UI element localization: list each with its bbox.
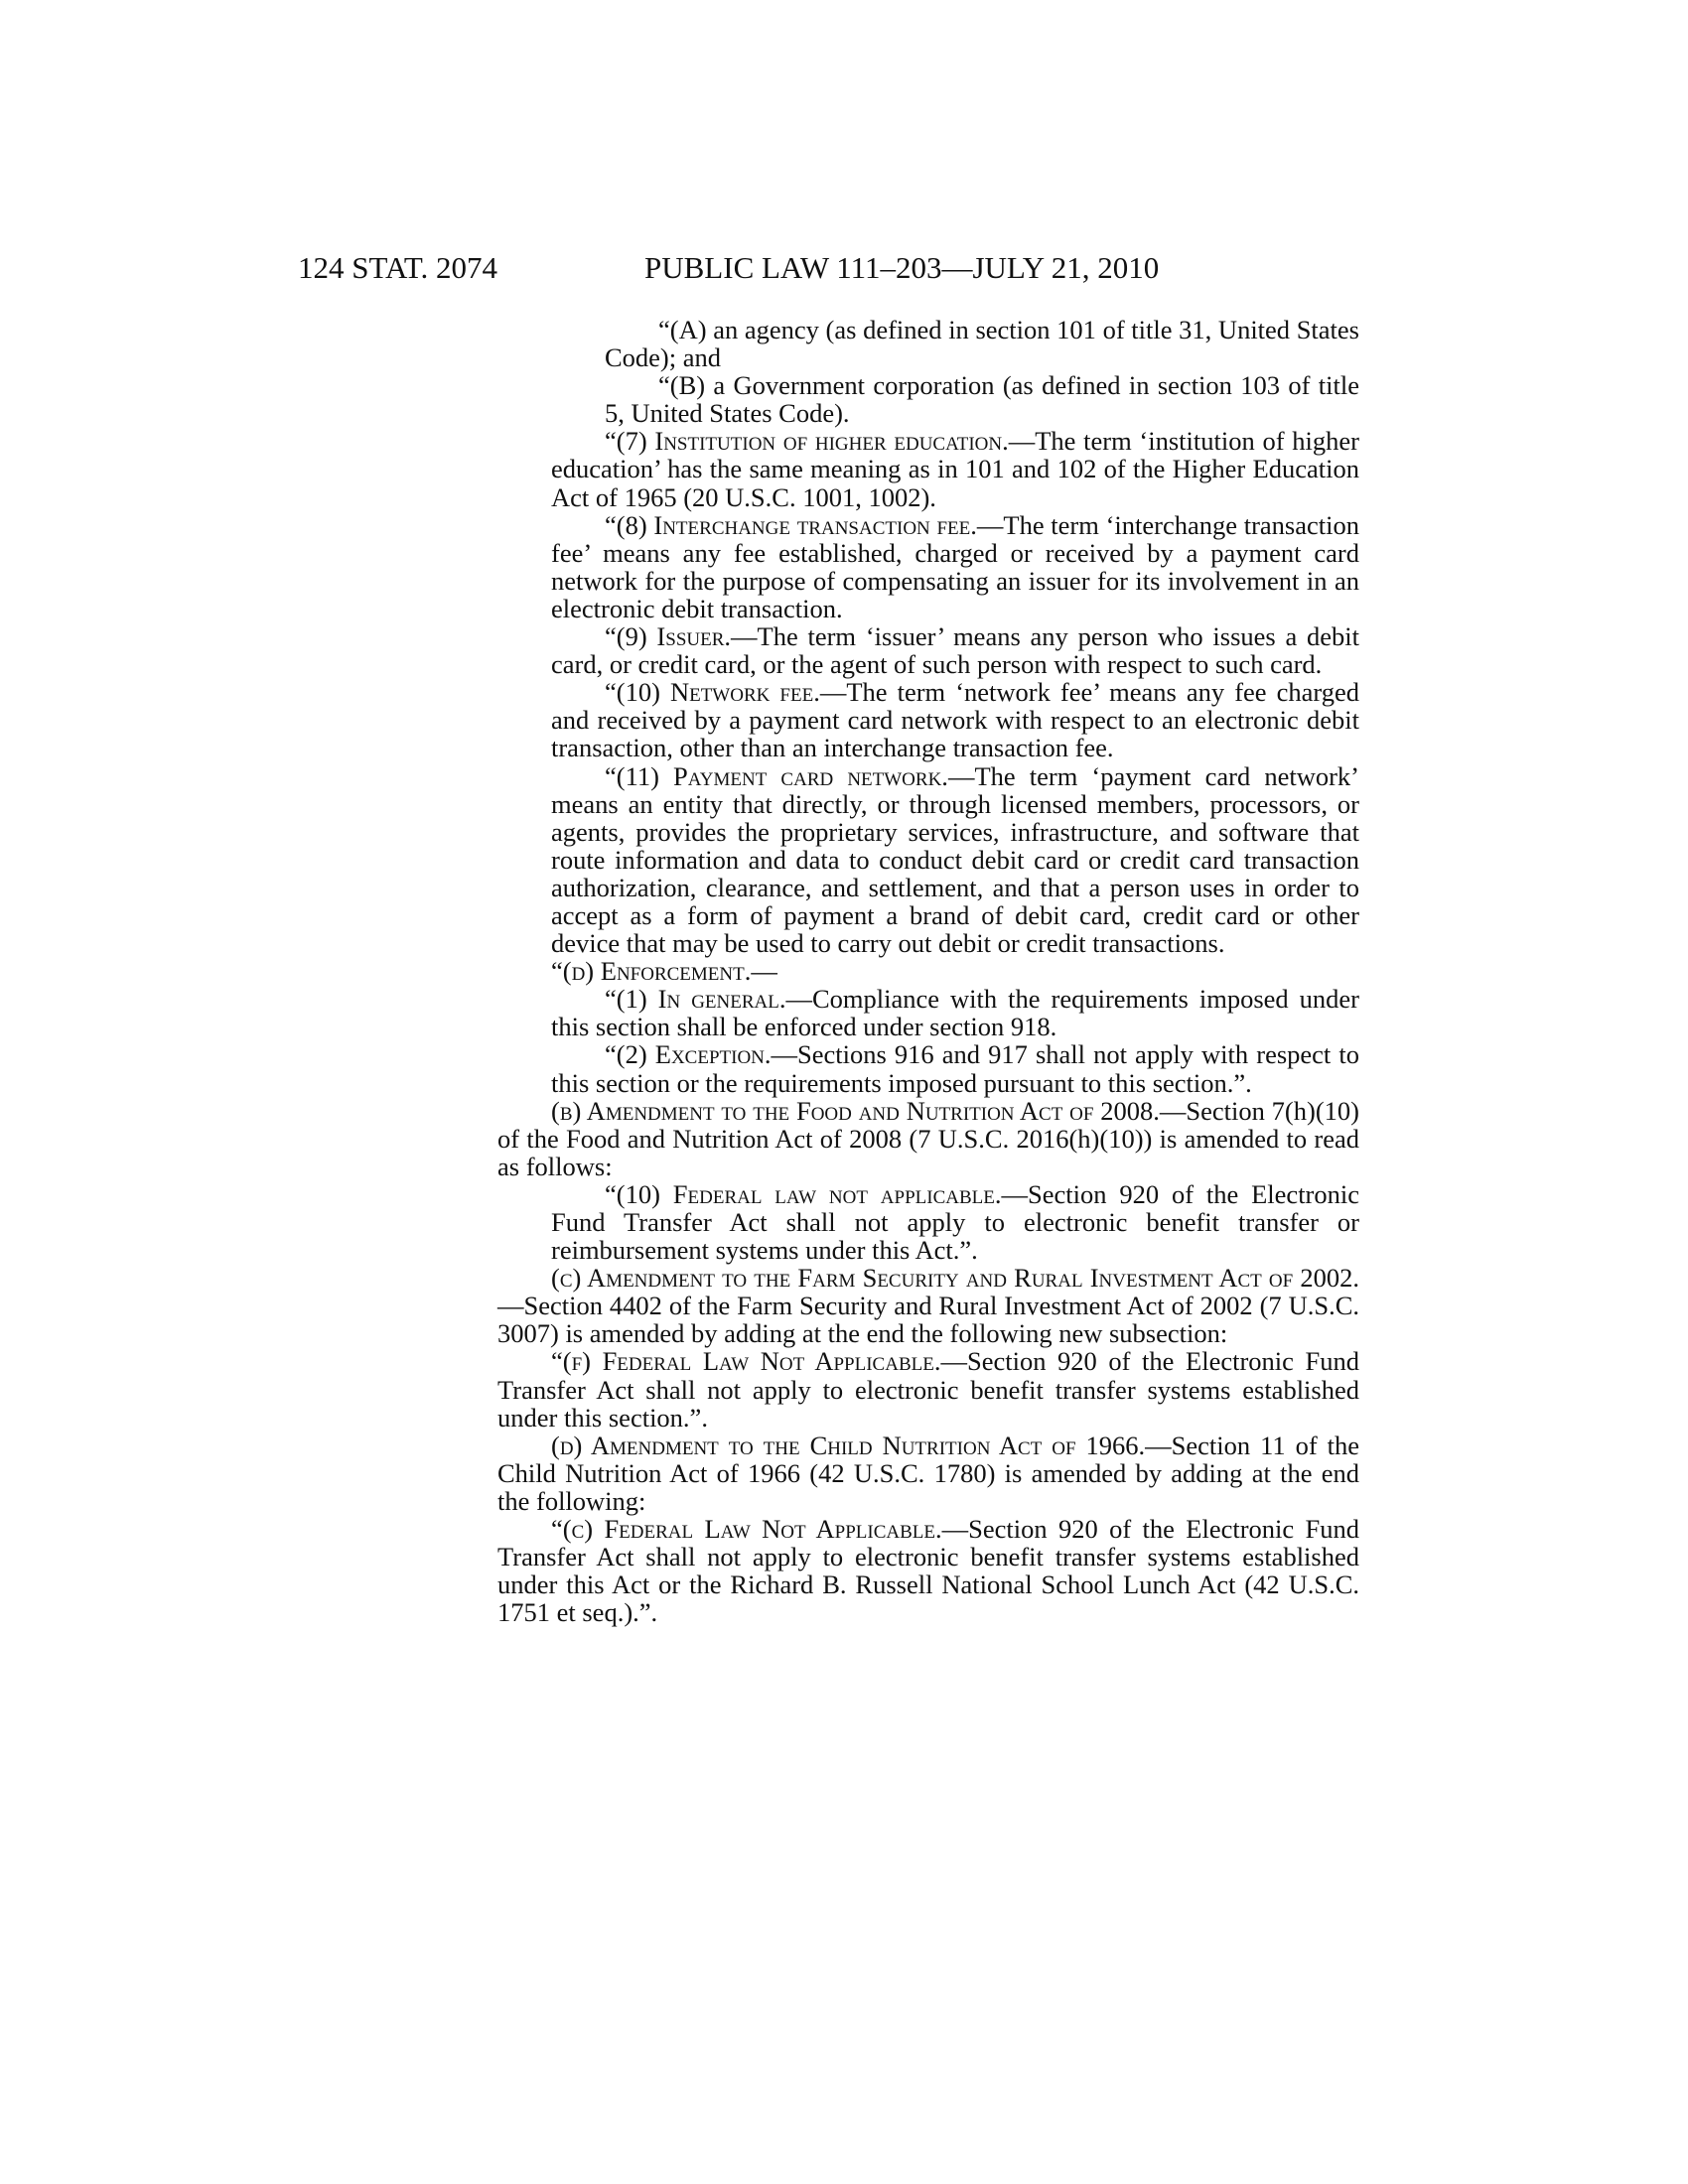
paragraph-8-interchange-fee <box>551 511 1359 622</box>
paragraph-lead: “(10) Network fee. <box>605 677 820 708</box>
paragraph-lead: “(f) Federal Law Not Applicable. <box>551 1346 941 1377</box>
paragraph-lead: “(d) Enforcement. <box>551 956 752 987</box>
paragraph-text: —Section 920 of the Electronic Fund Transfer Act shall not apply to electronic benefit transfer or reimbursement systems under this Act.”. <box>551 1178 1360 1266</box>
paragraph-lead: “(8) Interchange transaction fee. <box>605 509 977 540</box>
paragraph-lead: “(2) Exception. <box>605 1039 772 1070</box>
paragraph-lead: “(10) Federal law not applicable. <box>605 1178 1002 1209</box>
paragraph-b-government-corporation <box>605 371 1359 427</box>
paragraph-lead: (d) Amendment to the Child Nutrition Act of 1966. <box>551 1430 1146 1460</box>
paragraph-a-agency <box>605 316 1359 371</box>
paragraph-lead: (b) Amendment to the Food and Nutrition Act of 2008. <box>551 1095 1160 1126</box>
paragraph-text: —Section 4402 of the Farm Security and Rural Investment Act of 2002 (7 U.S.C. 3007) is amended by adding at the end the following new subsection: <box>497 1291 1359 1349</box>
paragraph-text: —The term ‘institution of higher education’ has the same meaning as in 101 and 102 of the Higher Education Act of 1965 (20 U.S.C. 1001, 1002). <box>551 426 1359 512</box>
paragraph-text: —The term ‘network fee’ means any fee charged and received by a payment card network with respect to an electronic debit transaction, other than an interchange transaction fee. <box>551 677 1360 763</box>
paragraph-lead: “(c) Federal Law Not Applicable. <box>551 1514 942 1545</box>
paragraph-text: “(B) a Government corporation (as defined in section 103 of title 5, United States Code). <box>605 370 1359 429</box>
paragraph-text: —The term ‘payment card network’ means an entity that directly, or through licensed members, processors, or agents, provides the proprietary services, infrastructure, and software that route information and data to conduct debit card or credit card transaction authorization, clearance, and settlement, and that a person uses in order to accept as a form of payment a brand of debit card, credit card or other device that may be used to carry out debit or credit transactions. <box>551 760 1359 959</box>
paragraph-text: —Section 7(h)(10) of the Food and Nutrition Act of 2008 (7 U.S.C. 2016(h)(10)) is amended to read as follows: <box>497 1095 1359 1181</box>
subsection-d-child-nutrition-act <box>497 1432 1359 1515</box>
subsection-c-federal-law-not-applicable <box>497 1515 1359 1626</box>
paragraph-10-network-fee <box>551 678 1359 761</box>
paragraph-text: —Section 920 of the Electronic Fund Transfer Act shall not apply to electronic benefit transfer systems established under this Act or the Richard B. Russell National School Lunch Act (42 U.S.C. 1751 et seq.).”. <box>497 1514 1360 1628</box>
paragraph-lead: (c) Amendment to the Farm Security and Rural Investment Act of 2002. <box>551 1263 1359 1294</box>
paragraph-text: —Compliance with the requirements imposed under this section shall be enforced under section 918. <box>551 984 1359 1042</box>
paragraph-text: —Sections 916 and 917 shall not apply with respect to this section or the requirements imposed pursuant to this section.”. <box>551 1039 1359 1098</box>
paragraph-2-exception <box>551 1040 1359 1096</box>
paragraph-lead: “(1) In general. <box>605 984 786 1015</box>
paragraph-1-in-general <box>551 985 1359 1040</box>
paragraph-7-institution <box>551 427 1359 510</box>
paragraph-11-payment-card-network <box>551 762 1359 958</box>
paragraph-text: —Section 920 of the Electronic Fund Transfer Act shall not apply to electronic benefit transfer systems established under this section.”. <box>497 1346 1359 1433</box>
subsection-b-food-nutrition-act <box>497 1097 1359 1180</box>
subsection-c-farm-security-act <box>497 1264 1359 1347</box>
paragraph-lead: “(9) Issuer. <box>605 621 732 652</box>
paragraph-lead: “(11) Payment card network. <box>605 760 948 791</box>
paragraph-9-issuer <box>551 622 1359 678</box>
paragraph-text: — <box>751 956 777 987</box>
paragraph-text: —Section 11 of the Child Nutrition Act of 1966 (42 U.S.C. 1780) is amended by adding at the end the following: <box>497 1430 1360 1516</box>
paragraph-10-federal-law-not-applicable <box>551 1180 1359 1264</box>
paragraph-text: —The term ‘interchange transaction fee’ means any fee established, charged or received by a payment card network for the purpose of compensating an issuer for its involvement in an electronic debit transaction. <box>551 509 1359 623</box>
paragraph-text: —The term ‘issuer’ means any person who issues a debit card, or credit card, or the agent of such person with respect to such card. <box>551 621 1359 680</box>
subsection-d-enforcement <box>497 957 1359 985</box>
paragraph-lead: “(7) Institution of higher education. <box>605 426 1009 457</box>
paragraph-text: “(A) an agency (as defined in section 101 of title 31, United States Code); and <box>605 315 1359 373</box>
page-header <box>298 248 1390 288</box>
law-title: PUBLIC LAW 111–203—JULY 21, 2010 <box>644 250 1160 285</box>
page-number: 124 STAT. 2074 <box>298 250 498 285</box>
statute-body <box>497 316 1359 1626</box>
subsection-f-federal-law-not-applicable <box>497 1347 1359 1431</box>
